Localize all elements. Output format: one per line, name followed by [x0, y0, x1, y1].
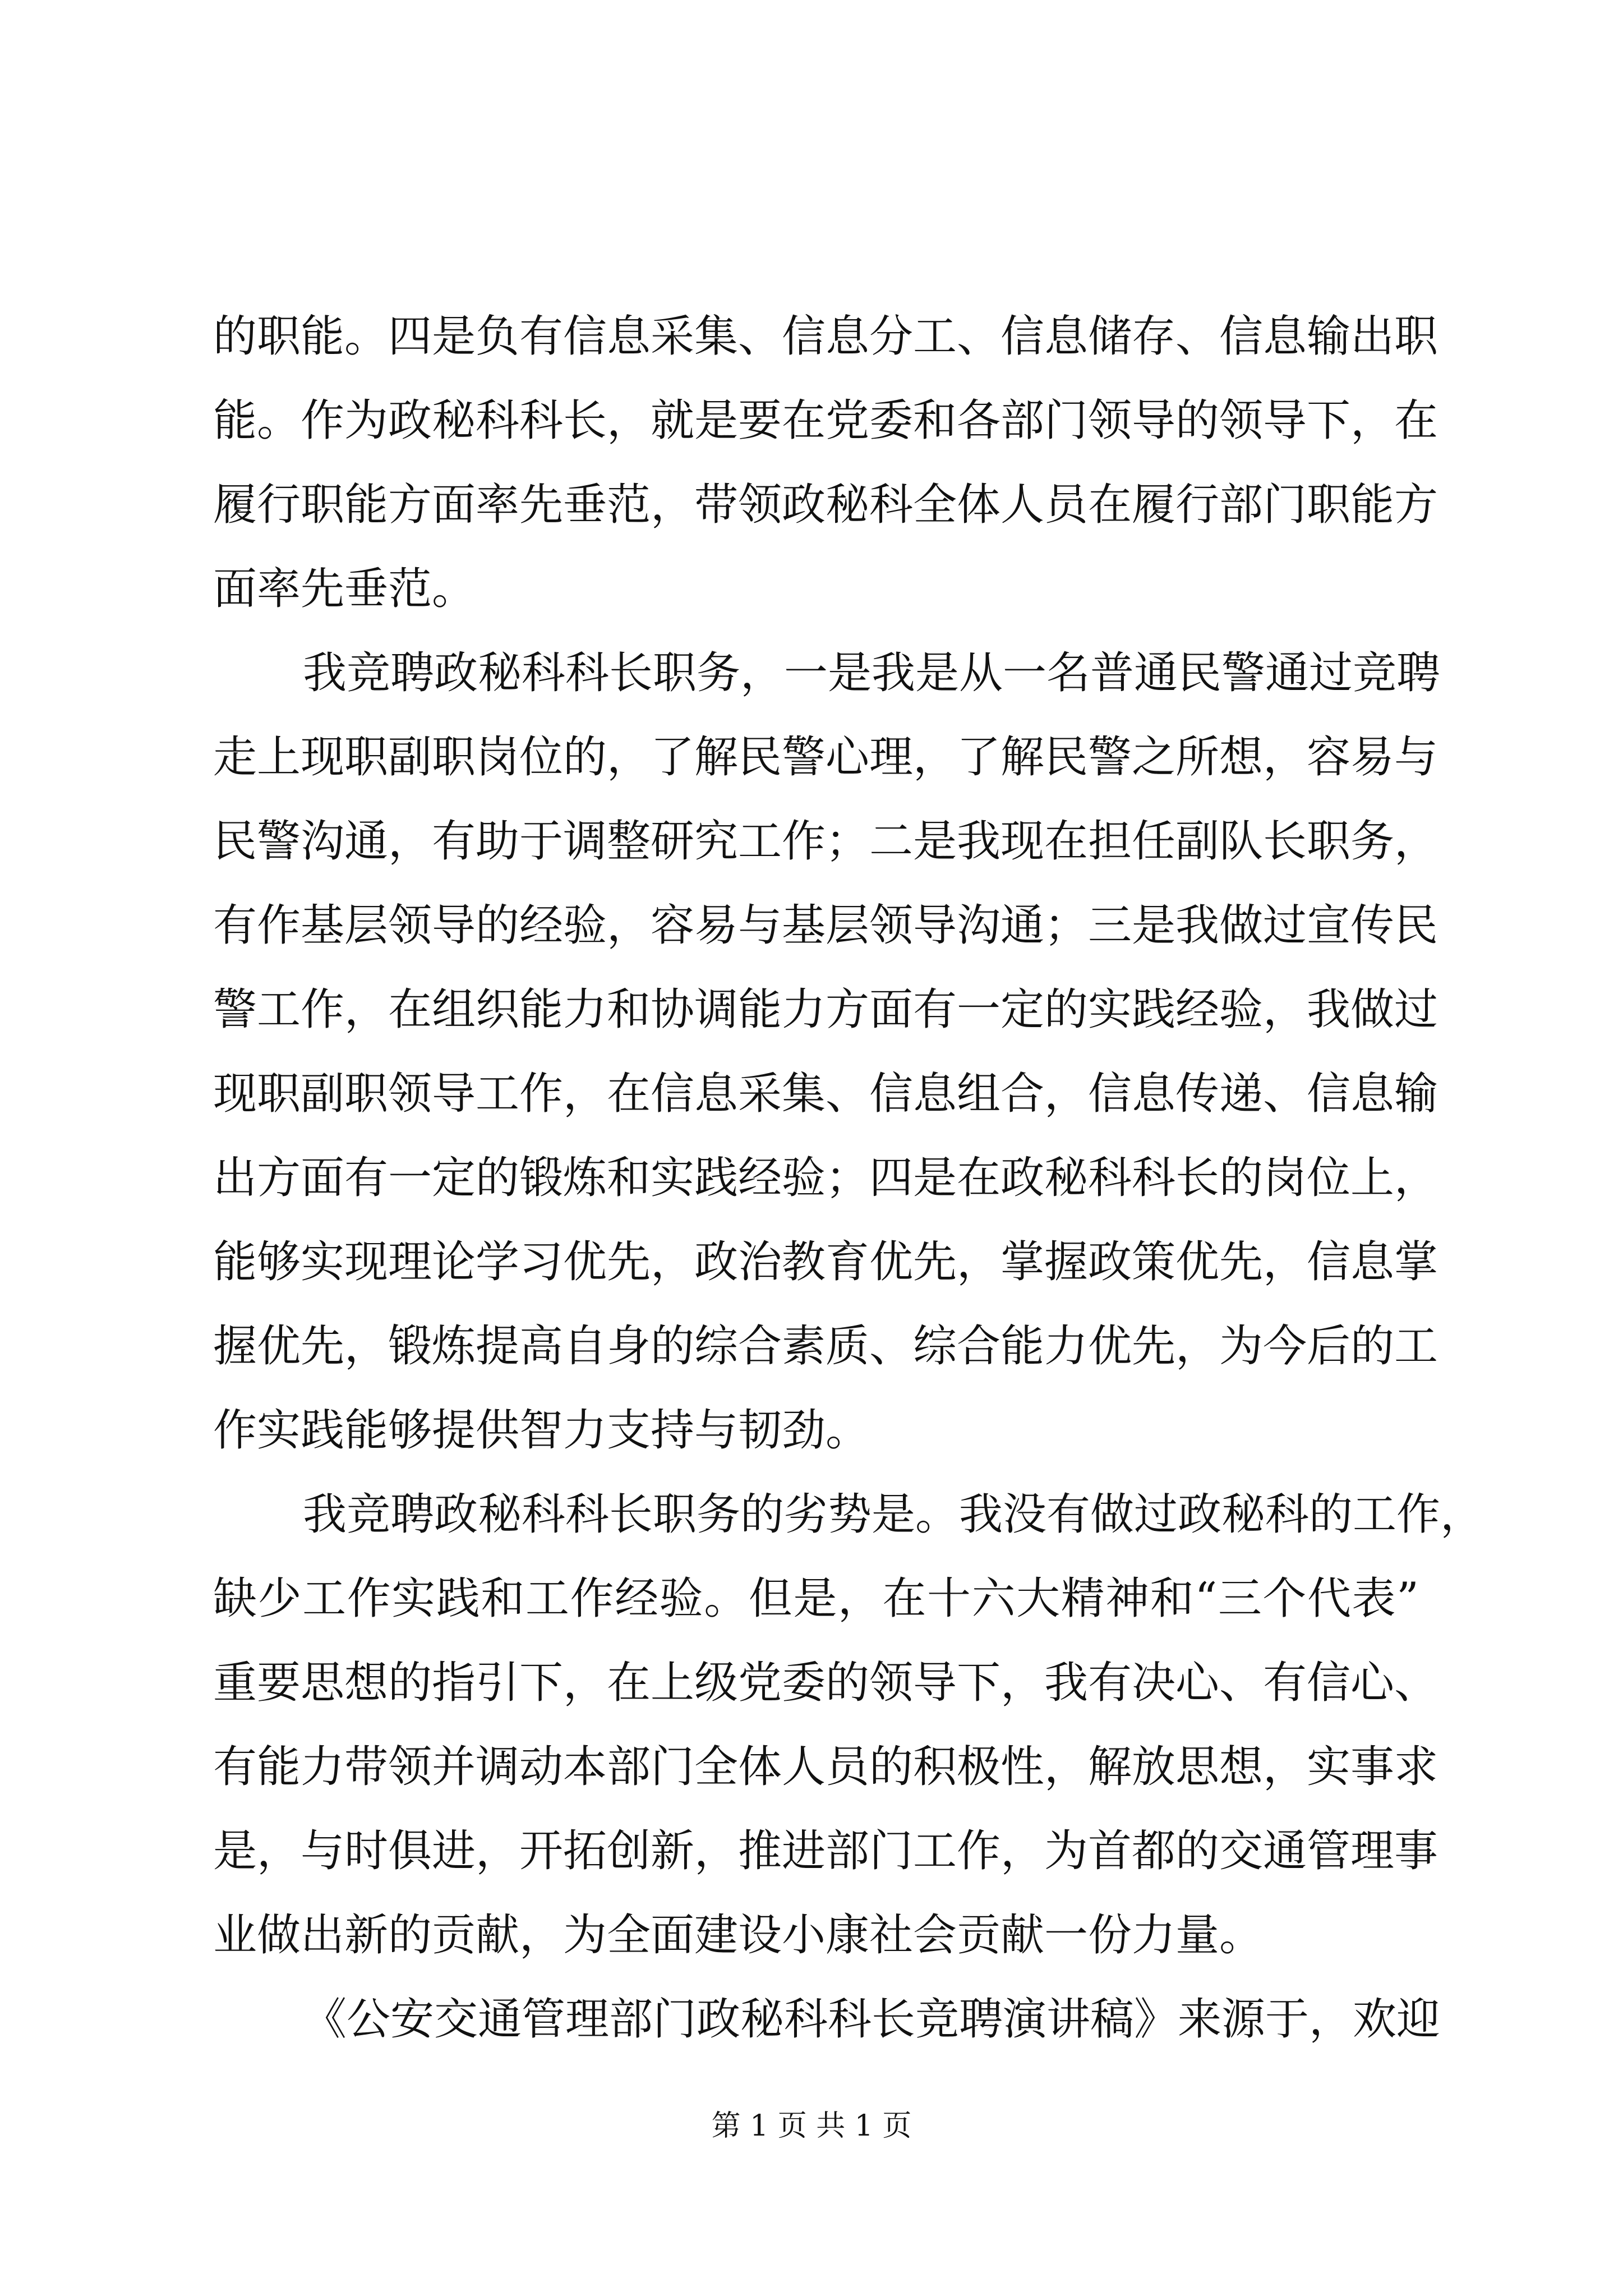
- text-line: 业做出新的贡献，为全面建设小康社会贡献一份力量。: [213, 1910, 1264, 1961]
- paragraph-first-line: 我竞聘政秘科科长职务的劣势是。我没有做过政秘科的工作，: [303, 1489, 1484, 1540]
- text-line: 能够实现理论学习优先，政治教育优先，掌握政策优先，信息掌: [213, 1237, 1438, 1287]
- text-line: 是，与时俱进，开拓创新，推进部门工作，为首都的交通管理事: [213, 1826, 1438, 1876]
- text-line: 有作基层领导的经验，容易与基层领导沟通；三是我做过宣传民: [213, 900, 1438, 951]
- text-line: 走上现职副职岗位的，了解民警心理，了解民警之所想，容易与: [213, 732, 1438, 783]
- text-line: 能。作为政秘科科长，就是要在党委和各部门领导的领导下，在: [213, 395, 1438, 446]
- text-line: 握优先，锻炼提高自身的综合素质、综合能力优先，为今后的工: [213, 1321, 1438, 1372]
- text-line: 现职副职领导工作，在信息采集、信息组合，信息传递、信息输: [213, 1069, 1438, 1119]
- text-line: 重要思想的指引下，在上级党委的领导下，我有决心、有信心、: [213, 1658, 1438, 1708]
- text-line: 的职能。四是负有信息采集、信息分工、信息储存、信息输出职: [213, 311, 1438, 362]
- text-line: 履行职能方面率先垂范，带领政秘科全体人员在履行部门职能方: [213, 480, 1438, 530]
- paragraph-first-line: 我竞聘政秘科科长职务，一是我是从一名普通民警通过竞聘: [303, 648, 1441, 698]
- text-line: 警工作，在组织能力和协调能力方面有一定的实践经验，我做过: [213, 984, 1438, 1035]
- text-line: 出方面有一定的锻炼和实践经验；四是在政秘科科长的岗位上，: [213, 1153, 1438, 1203]
- page-footer: 第 1 页 共 1 页: [711, 2109, 912, 2143]
- text-line: 作实践能够提供智力支持与韧劲。: [213, 1405, 870, 1456]
- text-line: 民警沟通，有助于调整研究工作；二是我现在担任副队长职务，: [213, 816, 1438, 867]
- text-line: 缺少工作实践和工作经验。但是，在十六大精神和“三个代表”: [213, 1573, 1419, 1624]
- text-line: 有能力带领并调动本部门全体人员的积极性，解放思想，实事求: [213, 1742, 1438, 1792]
- text-line: 面率先垂范。: [213, 564, 476, 614]
- paragraph-first-line: 《公安交通管理部门政秘科科长竞聘演讲稿》来源于，欢迎: [303, 1994, 1441, 2045]
